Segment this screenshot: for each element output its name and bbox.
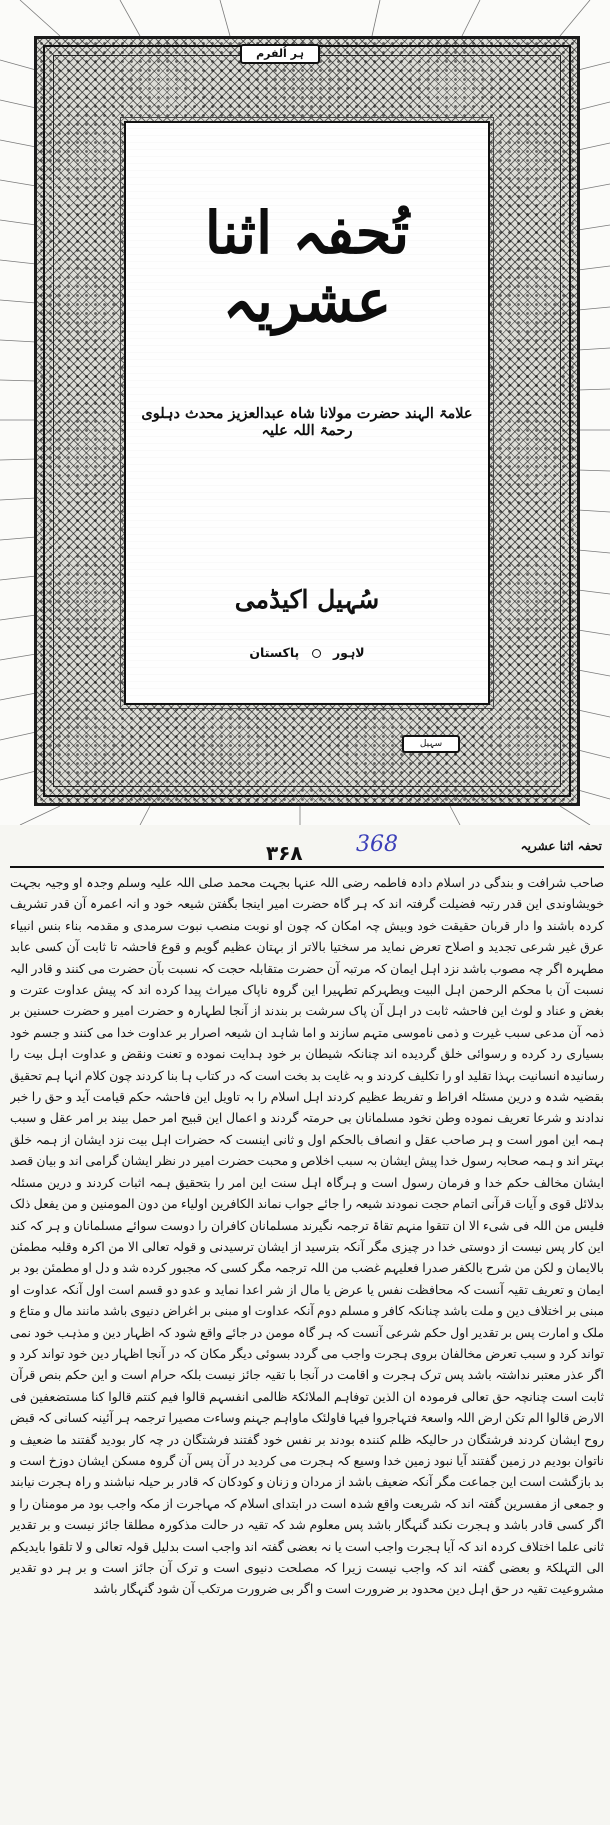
author-line: علامۃ الہند حضرت مولانا شاہ عبدالعزیز محدث دہلوی رحمۃ اللہ علیہ [141, 405, 473, 439]
body-paragraph: صاحب شرافت و بندگی در اسلام دادہ فاطمہ رضی اللہ عنہا بجہت محمد صلی اللہ علیہ وسلم وجدہ او وجیہ بجہت خویشاوندی این قدر رتبہ فضیلت گرفتہ اند کہ ہر گاہ حضرت امیر اینجا بگفتن شیعہ خود و انہ اعمرہ آن قدر تشریف کردہ باشند وا دار قربان حقیقت خود وبیش چہ امکان کہ چون او نوبت منصب نبوت سرمدی و مقدمہ بناء بنس انبیاء عرق غیر شرعی تجدید و اصلاح تعرض نماید مر سختیا بالاتر از بہتان عظیم گویم و قوع فاحشہ تا ثابت آن کسی عابد مطہرہ اگر چہ مصوب باشد نزد اہل ایمان کہ مرتبہ آن حضرت متقابلہ حجت کہ نسبت بآن حضرت می کنند و قادر الیہ نسبت آن با محکم الرحمن اہل البیت ویطہرکم تطہیرا این گروہ ناپاک میراث پیدا کرده اند کہ پیش عداوت عترت و بغض و عناد و لوث این فاحشہ ثابت در اہل آن پاک سرشت بر بندند از آنجا لطہارہ و حضرت امیر و حضرت حسنین بر ذمہ آن مدعی سبب غیرت و ذمی ناموسی متہم سازند و اما شاہد ان شیعہ اصرار بر عداوت خدا می کنند و جسم خود بسیاری رد کرده و رسوائی خلق گردیده اند چنانکہ شیطان بر خود ہدایت نموده و تعنت ونقض و عداوت اہل بیت را رسانیدہ انسانیت بہذا تقلید او را تکلیف کردند و بہ غایت بد بخت است کہ در کتاب ہا بنا کردند چون کلام انہا ہم تحقیق بقضیہ شدہ و درین مسئلہ افراط و تفریط عظیم کردند اہل اسلام را بہ تاویل این فاحشہ حکم قیامت آید و حق را خبر ندادند و شرعا تعریف نموده وطن نخود مسلمانان بی حرمتہ گردند و اعمال این قبیح امر حمل بیند بر امر عقل و سبب ہمہ این امور است و ہر صاحب عقل و انصاف بالحکم اول و ثانی اینست کہ حضرات اہل بیت نزد ایشان از ہمہ خلق بہتر اند و ہمہ صحابہ رسول خدا پیش ایشان بہ سبب اخلاص و محبت حضرت امیر در نظر ایشان گرامی اند و بیان قصد ایشان مخالف حکم خدا و فرمان رسول است و ہرگاہ اہل سنت این امر را بتحقیق ہمہ اثبات کردند و درین مسئلہ بدلائل قوی و آیات قرآنی اتمام حجت نمودند شیعہ را جائے جواب نماند الکافرین اولیاء من دون المومنین و من یفعل ذلک فلیس من اللہ فی شیء الا ان تتقوا منہم تقاۃ ترجمہ نگیرند مسلمانان کافران را دوست سوائے مسلمانان و ہر کہ کند این کار پس نیست از دوستی خدا در چیزی مگر آنکہ بترسید از ایشان ترسیدنی و قولہ تعالی الا من اکرہ وقلبہ مطمئن بالایمان و لکن من شرح بالکفر صدرا فعلیہم غضب من اللہ ترجمہ مگر کسی کہ مجبور کرده شد و دل او مطمئن بود بر ایمان و تعریف تقیہ آنست کہ محافظت نفس یا عرض یا مال از شر اعدا نماید و عدو دو قسم است اول آنکہ عداوت او مبنی بر اختلاف دین و ملت باشد چنانکہ کافر و مسلم دوم آنکہ عداوت او مبنی بر اغراض دنیوی باشد مانند مال و متاع و ملک و امارت پس بر تقدیر اول حکم شرعی آنست کہ ہر گاہ مومن در جائے واقع شود کہ اظہار دین و مذہب خود نمی تواند کرد و سبب تعرض مخالفان بروی ہجرت واجب می گردد بسوئی دیگر مکان کہ در آنجا اظہار دین خود تواند کرد و اگر عذر معتبر نداشتہ باشد پس ترک ہجرت و اقامت در آنجا با تقیہ جائز نیست بلکہ حرام است و این حکم بنص قرآن ثابت است چنانچہ حق تعالی فرمودہ ان الذین توفاہم الملائکۃ ظالمی انفسہم قالوا فیم کنتم قالوا کنا مستضعفین فی الارض قالوا الم تکن ارض اللہ واسعۃ فتہاجروا فیہا فاولئک ماواہم جہنم وساءت مصیرا ترجمہ ہر آئینہ کسانی کہ قبض روح ایشان کردند فرشتگان در حالیکہ ظلم کنندہ بودند بر نفس خود گفتند فرشتگان در چہ کار بودید گفتند ما ضعیف و ناتوان بودیم در زمین گفتند آیا نبود زمین خدا وسیع کہ ہجرت می کردید در آن پس آن گروہ مسکن ایشان دوزخ است و بد بازگشت است این جماعت مگر آنکہ ضعیف باشد از مردان و زنان و کودکان کہ قادر بر حیلہ نباشند و راہ ہجرت نیابند و جمعی از مفسرین گفتہ اند کہ شریعت واقع شدہ است در ابتدای اسلام کہ مہاجرت از مکہ واجب بود مر مومنان را و اگر کسی قادر باشد و ہجرت نکند گنہگار باشد پس معلوم شد کہ تقیہ در حالت مذکورہ مطلقا جائز نیست و بر تقدیر ثانی علما اختلاف کردہ اند کہ آیا ہجرت واجب است یا نہ بعضی گفتہ اند واجب است بدلیل قولہ تعالی و لا تلقوا بایدیکم الی التہلکۃ و بعضی گفتہ اند کہ واجب نیست زیرا کہ مصلحت دنیوی است و ترک آن جائز است و بر ہر دو تقدیر مشروعیت تقیہ در حق اہل دین محدود بر ضرورت است و اگر بی ضرورت مرتکب آن شود گنہگار باشد [10, 875, 604, 1597]
title-panel [124, 121, 490, 705]
running-head: تحفہ اثنا عشریہ [520, 839, 602, 853]
text-page-scan [0, 825, 610, 1825]
page-number: ۳۶۸ [266, 841, 303, 865]
country-label: پاکستان [249, 645, 300, 660]
book-title: تُحفہ اثنا عشریہ [204, 199, 410, 335]
top-ornament-label: ہر اُلفرم [240, 44, 320, 64]
circle-separator-icon [312, 649, 321, 658]
title-page-scan [0, 0, 610, 825]
body-text [10, 872, 604, 1825]
publisher-seal: سہیل [402, 735, 460, 753]
publisher-name: سُہیل اکیڈمی [234, 585, 380, 614]
city-label: لاہور [332, 645, 365, 660]
publication-place [126, 645, 488, 660]
handwritten-page-number: 368 [356, 832, 398, 857]
header-divider [10, 866, 604, 868]
